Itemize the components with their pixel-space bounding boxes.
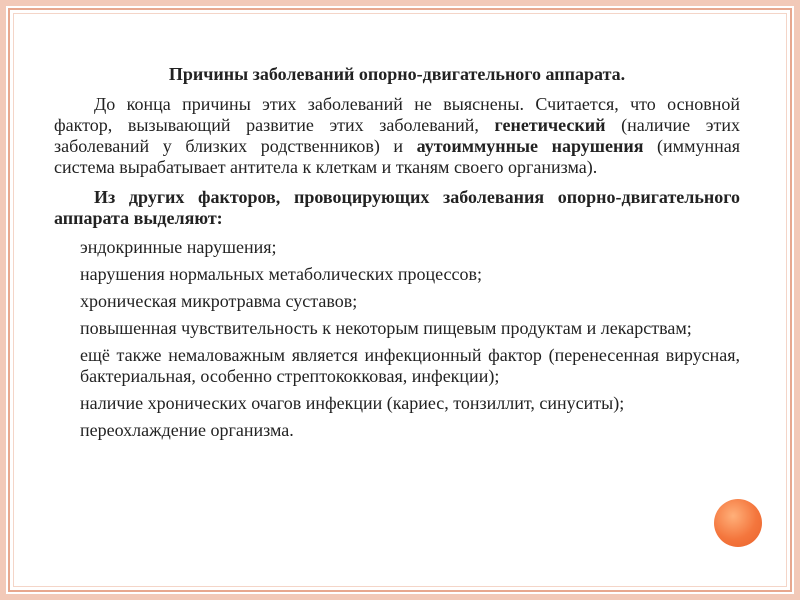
list-item [54,345,740,387]
slide-content [54,64,740,447]
list-item [54,318,740,339]
list-item [54,237,740,258]
orange-circle-decoration [714,499,762,547]
factors-heading: Из других факторов, провоцирующих заболевания опорно-двигательного аппарата выделяют: [54,187,740,228]
slide-title: Причины заболеваний опорно-двигательного аппарата. [168,64,626,84]
list-item-text: повышенная чувствительность к некоторым пищевым продуктам и лекарствам; [80,318,692,338]
list-item-text: переохлаждение организма. [80,420,294,440]
intro-text-1: До конца причины этих заболеваний не выяснены. Считается, что основной фактор, вызывающий развитие этих заболеваний, [54,94,740,135]
list-item-text: наличие хронических очагов инфекции (кариес, тонзиллит, синуситы); [80,393,625,413]
list-item [54,291,740,312]
list-item-text: хроническая микротравма суставов; [80,291,358,311]
list-item-text: нарушения нормальных метаболических процессов; [80,264,483,284]
intro-text-3: (иммунная система вырабатывает антитела к клеткам и тканям своего организма). [54,136,740,177]
intro-paragraph [54,94,740,178]
list-item-text: ещё также немаловажным является инфекционный фактор (перенесенная вирусная, бактериальная, особенно стрептококковая, инфекции); [80,345,740,386]
list-item [54,264,740,285]
list-item-text: эндокринные нарушения; [80,237,277,257]
intro-text-2: (наличие этих заболеваний у близких родственников) и [54,115,740,156]
list-item [54,420,740,441]
factors-list [54,237,740,441]
intro-bold-genetic: генетический [494,115,606,135]
list-item [54,393,740,414]
intro-bold-autoimmune: аутоиммунные нарушения [416,136,644,156]
